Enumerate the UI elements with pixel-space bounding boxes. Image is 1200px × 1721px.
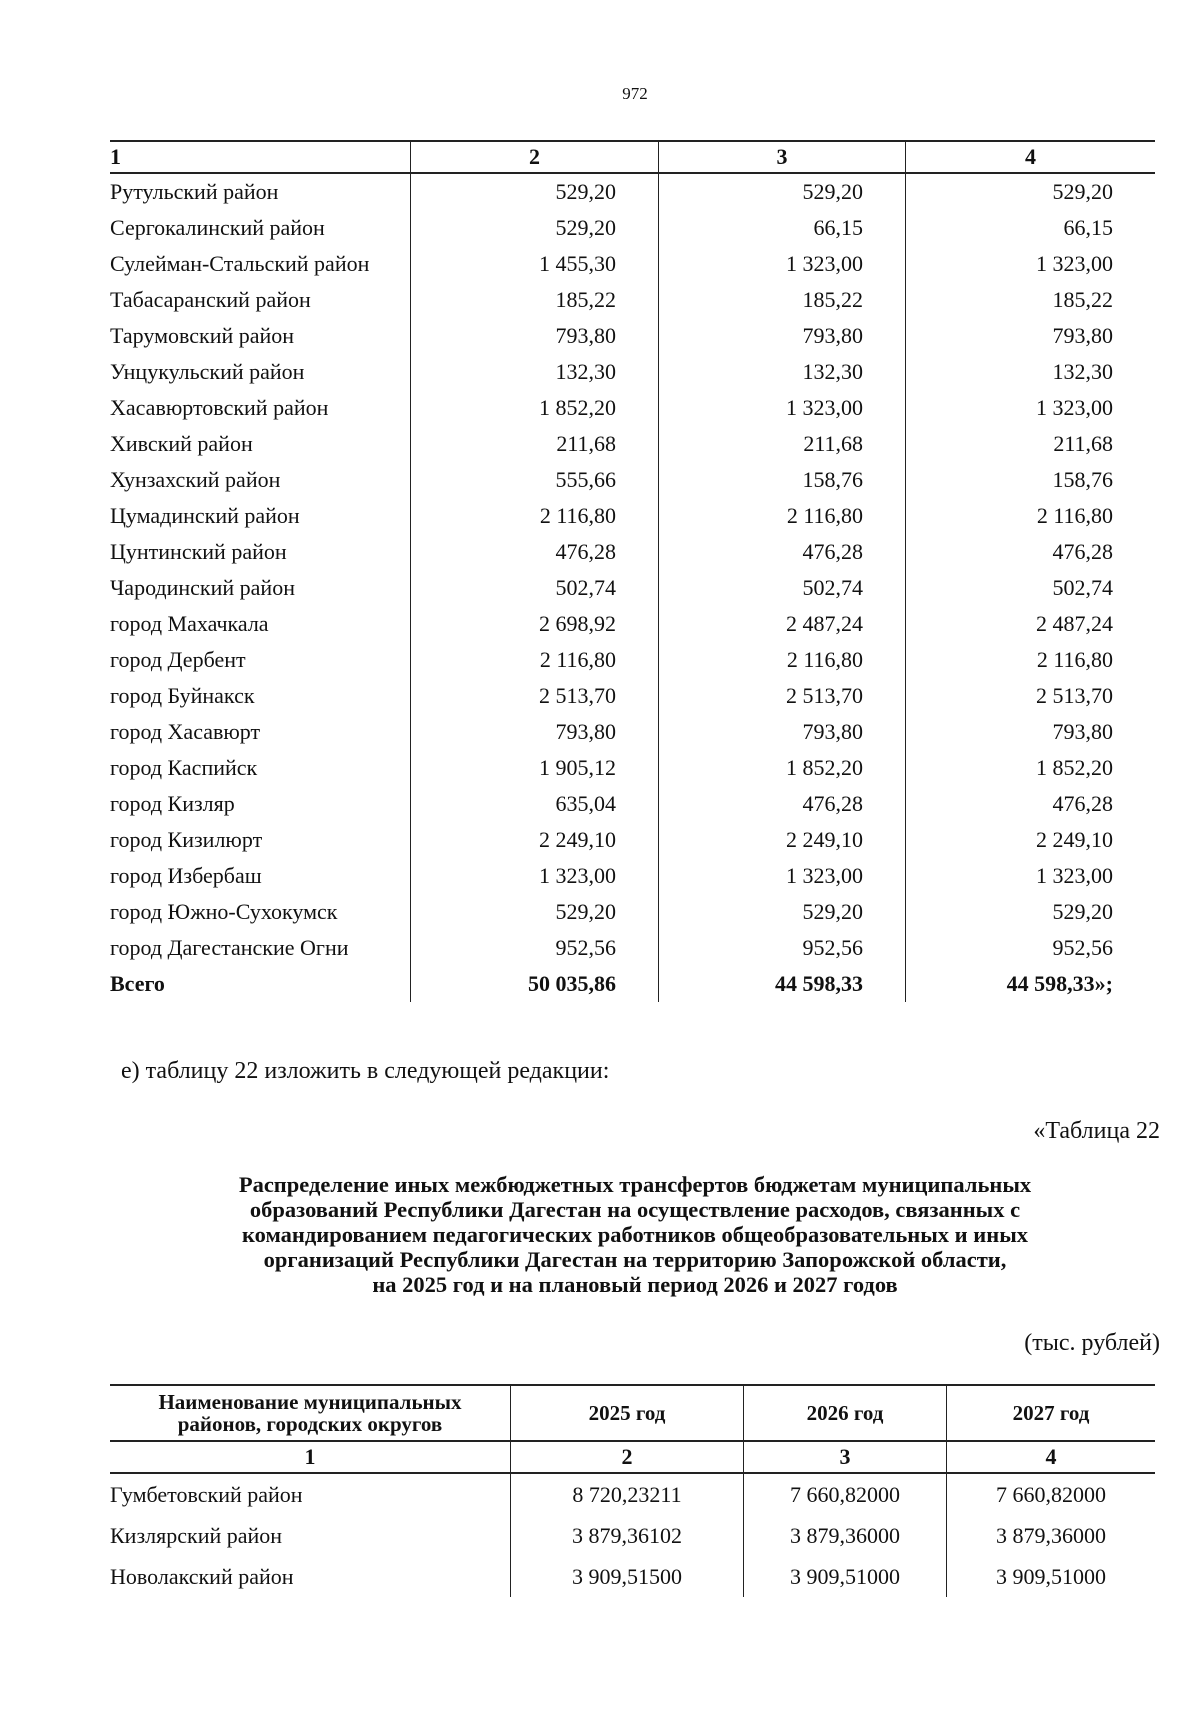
table-row — [110, 786, 1155, 822]
municipality-name: Тарумовский район — [110, 323, 295, 348]
value-2027: 7 660,82000 — [947, 1473, 1156, 1515]
value-col4: 476,28 — [906, 534, 1156, 570]
column-number: 3 — [744, 1441, 947, 1473]
column-number: 2 — [511, 1441, 744, 1473]
table-label: «Таблица 22 — [1033, 1118, 1160, 1144]
table-row — [110, 498, 1155, 534]
column-header: 1 — [110, 141, 411, 173]
table-row — [110, 462, 1155, 498]
value-col4: 2 116,80 — [906, 642, 1156, 678]
amendment-text: е) таблицу 22 изложить в следующей редакции: — [121, 1058, 610, 1084]
municipality-name: город Каспийск — [110, 755, 258, 780]
municipality-name: Чародинский район — [110, 575, 295, 600]
value-col3: 211,68 — [659, 426, 906, 462]
total-label: Всего — [110, 971, 165, 996]
table-row — [110, 714, 1155, 750]
table-row — [110, 750, 1155, 786]
municipality-name: Рутульский район — [110, 179, 279, 204]
value-2027: 3 879,36000 — [947, 1515, 1156, 1556]
column-header-name — [110, 1385, 511, 1441]
table-row — [110, 210, 1155, 246]
total-col2: 50 035,86 — [411, 966, 659, 1002]
municipality-name: Хасавюртовский район — [110, 395, 329, 420]
column-header: 4 — [906, 141, 1156, 173]
value-col4: 1 323,00 — [906, 246, 1156, 282]
value-col3: 1 323,00 — [659, 390, 906, 426]
value-col3: 2 513,70 — [659, 678, 906, 714]
value-col3: 476,28 — [659, 786, 906, 822]
value-col2: 211,68 — [411, 426, 659, 462]
table-22 — [110, 1384, 1155, 1597]
value-col3: 2 116,80 — [659, 642, 906, 678]
municipality-name: Хивский район — [110, 431, 253, 456]
value-col4: 1 323,00 — [906, 390, 1156, 426]
value-col3: 2 487,24 — [659, 606, 906, 642]
value-col2: 555,66 — [411, 462, 659, 498]
value-col3: 185,22 — [659, 282, 906, 318]
table-row — [110, 822, 1155, 858]
value-col4: 952,56 — [906, 930, 1156, 966]
column-header: 3 — [659, 141, 906, 173]
column-number-row — [110, 1441, 1155, 1473]
value-2025: 3 909,51500 — [511, 1556, 744, 1597]
table-title — [140, 1172, 1130, 1297]
title-line: на 2025 год и на плановый период 2026 и 2027 годов — [372, 1272, 898, 1297]
value-col3: 1 323,00 — [659, 858, 906, 894]
table-row — [110, 390, 1155, 426]
value-col4: 529,20 — [906, 894, 1156, 930]
value-col2: 476,28 — [411, 534, 659, 570]
column-header-2026: 2026 год — [744, 1385, 947, 1441]
units-label: (тыс. рублей) — [1024, 1330, 1160, 1356]
value-col4: 132,30 — [906, 354, 1156, 390]
municipality-name: город Хасавюрт — [110, 719, 261, 744]
value-col3: 502,74 — [659, 570, 906, 606]
value-col2: 185,22 — [411, 282, 659, 318]
table-row — [110, 570, 1155, 606]
page-number: 972 — [622, 84, 648, 103]
municipality-name: город Кизилюрт — [110, 827, 263, 852]
value-2026: 3 909,51000 — [744, 1556, 947, 1597]
title-line: командированием педагогических работников общеобразовательных и иных — [241, 1222, 1029, 1247]
column-header-2027: 2027 год — [947, 1385, 1156, 1441]
value-col2: 529,20 — [411, 210, 659, 246]
table-row — [110, 318, 1155, 354]
column-header: 2 — [411, 141, 659, 173]
value-col4: 529,20 — [906, 173, 1156, 210]
municipality-name: Кизлярский район — [110, 1522, 283, 1548]
municipality-name: Табасаранский район — [110, 287, 311, 312]
header-line: Наименование муниципальных — [158, 1390, 462, 1414]
value-col4: 793,80 — [906, 714, 1156, 750]
municipality-name: Цумадинский район — [110, 503, 300, 528]
value-col3: 1 852,20 — [659, 750, 906, 786]
value-col3: 529,20 — [659, 173, 906, 210]
table-row — [110, 678, 1155, 714]
value-col4: 158,76 — [906, 462, 1156, 498]
total-col4: 44 598,33»; — [906, 966, 1156, 1002]
municipality-name: город Дербент — [110, 647, 246, 672]
table-body — [110, 173, 1155, 1002]
value-col2: 1 455,30 — [411, 246, 659, 282]
municipality-name: Гумбетовский район — [110, 1481, 303, 1507]
value-col2: 1 905,12 — [411, 750, 659, 786]
value-col4: 502,74 — [906, 570, 1156, 606]
value-col3: 529,20 — [659, 894, 906, 930]
table-header-row — [110, 1385, 1155, 1441]
column-header-2025: 2025 год — [511, 1385, 744, 1441]
value-2026: 3 879,36000 — [744, 1515, 947, 1556]
municipality-name: Новолакский район — [110, 1563, 294, 1589]
value-2027: 3 909,51000 — [947, 1556, 1156, 1597]
title-line: образований Республики Дагестан на осуществление расходов, связанных с — [249, 1197, 1021, 1222]
column-number: 4 — [947, 1441, 1156, 1473]
value-col2: 793,80 — [411, 714, 659, 750]
municipality-name: Унцукульский район — [110, 359, 305, 384]
title-line: Распределение иных межбюджетных трансфертов бюджетам муниципальных — [238, 1172, 1032, 1197]
table-row — [110, 282, 1155, 318]
value-col2: 502,74 — [411, 570, 659, 606]
value-col3: 66,15 — [659, 210, 906, 246]
value-col3: 132,30 — [659, 354, 906, 390]
value-col2: 2 698,92 — [411, 606, 659, 642]
value-col4: 2 249,10 — [906, 822, 1156, 858]
value-col4: 476,28 — [906, 786, 1156, 822]
value-col4: 185,22 — [906, 282, 1156, 318]
table-row — [110, 426, 1155, 462]
total-row — [110, 966, 1155, 1002]
table-row — [110, 606, 1155, 642]
value-2025: 8 720,23211 — [511, 1473, 744, 1515]
value-2026: 7 660,82000 — [744, 1473, 947, 1515]
table-row — [110, 1556, 1155, 1597]
value-col2: 2 116,80 — [411, 642, 659, 678]
value-col4: 2 487,24 — [906, 606, 1156, 642]
table-row — [110, 930, 1155, 966]
value-col4: 793,80 — [906, 318, 1156, 354]
title-line: организаций Республики Дагестан на территорию Запорожской области, — [263, 1247, 1007, 1272]
value-col4: 2 513,70 — [906, 678, 1156, 714]
value-col2: 793,80 — [411, 318, 659, 354]
value-col2: 952,56 — [411, 930, 659, 966]
table-row — [110, 1473, 1155, 1515]
value-col4: 2 116,80 — [906, 498, 1156, 534]
table-header-row — [110, 141, 1155, 173]
municipality-name: город Дагестанские Огни — [110, 935, 349, 960]
table-row — [110, 642, 1155, 678]
total-col3: 44 598,33 — [659, 966, 906, 1002]
table-row — [110, 246, 1155, 282]
municipality-name: Хунзахский район — [110, 467, 281, 492]
table-row — [110, 354, 1155, 390]
value-col2: 1 323,00 — [411, 858, 659, 894]
municipality-name: город Махачкала — [110, 611, 269, 636]
value-col2: 2 513,70 — [411, 678, 659, 714]
value-col2: 529,20 — [411, 173, 659, 210]
value-col3: 793,80 — [659, 318, 906, 354]
table-row — [110, 534, 1155, 570]
value-col4: 211,68 — [906, 426, 1156, 462]
value-col3: 476,28 — [659, 534, 906, 570]
table-row — [110, 1515, 1155, 1556]
table-row — [110, 858, 1155, 894]
value-col2: 132,30 — [411, 354, 659, 390]
table-row — [110, 894, 1155, 930]
value-col3: 2 116,80 — [659, 498, 906, 534]
value-col2: 529,20 — [411, 894, 659, 930]
table-row — [110, 173, 1155, 210]
municipality-name: Цунтинский район — [110, 539, 287, 564]
value-2025: 3 879,36102 — [511, 1515, 744, 1556]
table-continued — [110, 140, 1155, 1002]
municipality-name: город Избербаш — [110, 863, 262, 888]
value-col4: 1 852,20 — [906, 750, 1156, 786]
value-col3: 793,80 — [659, 714, 906, 750]
value-col2: 635,04 — [411, 786, 659, 822]
value-col4: 66,15 — [906, 210, 1156, 246]
municipality-name: город Буйнакск — [110, 683, 255, 708]
header-line: районов, городских округов — [177, 1412, 443, 1436]
value-col4: 1 323,00 — [906, 858, 1156, 894]
value-col2: 1 852,20 — [411, 390, 659, 426]
value-col3: 158,76 — [659, 462, 906, 498]
value-col2: 2 116,80 — [411, 498, 659, 534]
value-col3: 1 323,00 — [659, 246, 906, 282]
table-body — [110, 1473, 1155, 1597]
municipality-name: город Кизляр — [110, 791, 235, 816]
municipality-name: Сулейман-Стальский район — [110, 251, 370, 276]
column-number: 1 — [110, 1441, 511, 1473]
value-col3: 2 249,10 — [659, 822, 906, 858]
municipality-name: город Южно-Сухокумск — [110, 899, 338, 924]
value-col2: 2 249,10 — [411, 822, 659, 858]
municipality-name: Сергокалинский район — [110, 215, 325, 240]
value-col3: 952,56 — [659, 930, 906, 966]
